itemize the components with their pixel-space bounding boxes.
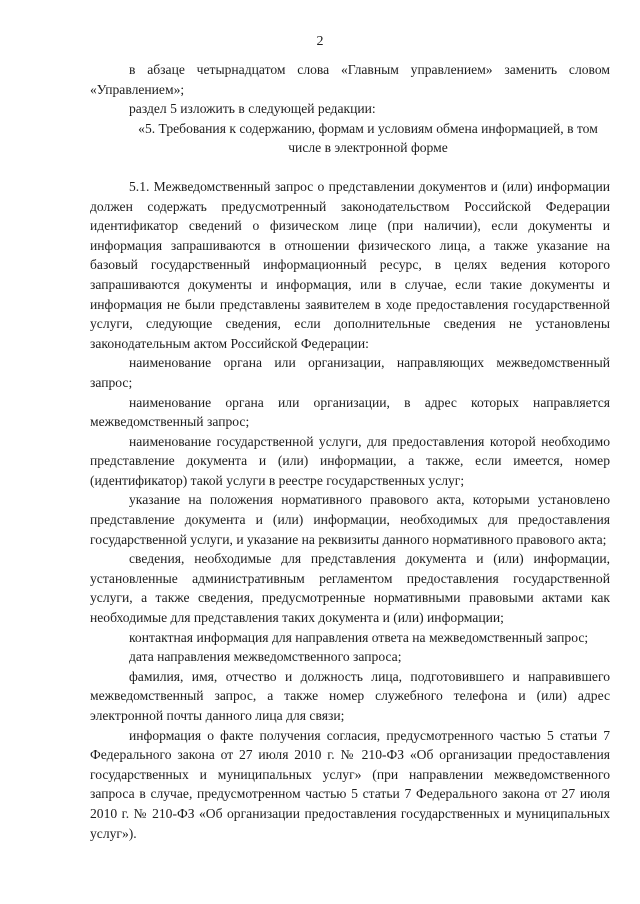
document-body xyxy=(90,60,610,843)
list-item-responsible-person: фамилия, имя, отчество и должность лица, подготовившего и направившего межведомственный запрос, а также номер служебного телефона и (или) адрес электронной почты данного лица для связи; xyxy=(90,668,610,723)
list-item-required-info: сведения, необходимые для представления документа и (или) информации, установленные административным регламентом предоставления государственной услуги, а также сведения, предусмотренные нормативными правовыми актами как необходимые для представления таких документа и (или) информации; xyxy=(90,551,610,626)
section-5-heading: «5. Требования к содержанию, формам и условиям обмена информацией, в том числе в электронной форме xyxy=(138,120,598,156)
list-item-request-date: дата направления межведомственного запроса; xyxy=(129,649,402,665)
list-item-legal-act: указание на положения нормативного правового акта, которыми установлено представление документа и (или) информации, необходимых для предоставления государственной услуги, и указание на реквизиты данного нормативного правового акта; xyxy=(90,492,610,547)
paragraph-section-5-intro: раздел 5 изложить в следующей редакции: xyxy=(129,101,376,117)
paragraph-amendment-14: в абзаце четырнадцатом слова «Главным управлением» заменить словом «Управлением»; xyxy=(90,62,610,97)
list-item-requesting-organ: наименование органа или организации, направляющих межведомственный запрос; xyxy=(90,355,610,390)
list-item-contact-info: контактная информация для направления ответа на межведомственный запрос; xyxy=(129,629,589,645)
list-item-consent-info: информация о факте получения согласия, предусмотренного частью 5 статьи 7 Федерального закона от 27 июля 2010 г. № 210-ФЗ «Об организации предоставления государственных и муниципальных услуг» (при направлении межведомственного запроса в случае, предусмотренном частью 5 статьи 7 Федерального закона от 27 июля 2010 г. № 210-ФЗ «Об организации предоставления государственных и муниципальных услуг»). xyxy=(90,727,610,841)
list-item-addressee-organ: наименование органа или организации, в адрес которых направляется межведомственный запрос; xyxy=(90,394,610,430)
paragraph-5-1: 5.1. Межведомственный запрос о представлении документов и (или) информации должен содержать предусмотренный законодательством Российской Федерации идентификатор сведений о физическом лице (при наличии), если документы и информация запрашиваются в отношении физического лица, а также указание на базовый государственный информационный ресурс, в целях ведения которого запрашиваются документы и информация, или в случае, если такие документы и информация не были представлены заявителем в ходе предоставления государственной услуги, следующие сведения, если дополнительные сведения не установлены законодательным актом Российской Федерации: xyxy=(90,178,610,351)
page-number: 2 xyxy=(316,34,324,49)
list-item-service-name: наименование государственной услуги, для предоставления которой необходимо представление документа и (или) информации, а также, если имеется, номер (идентификатор) такой услуги в реестре государственных услуг; xyxy=(90,433,610,488)
